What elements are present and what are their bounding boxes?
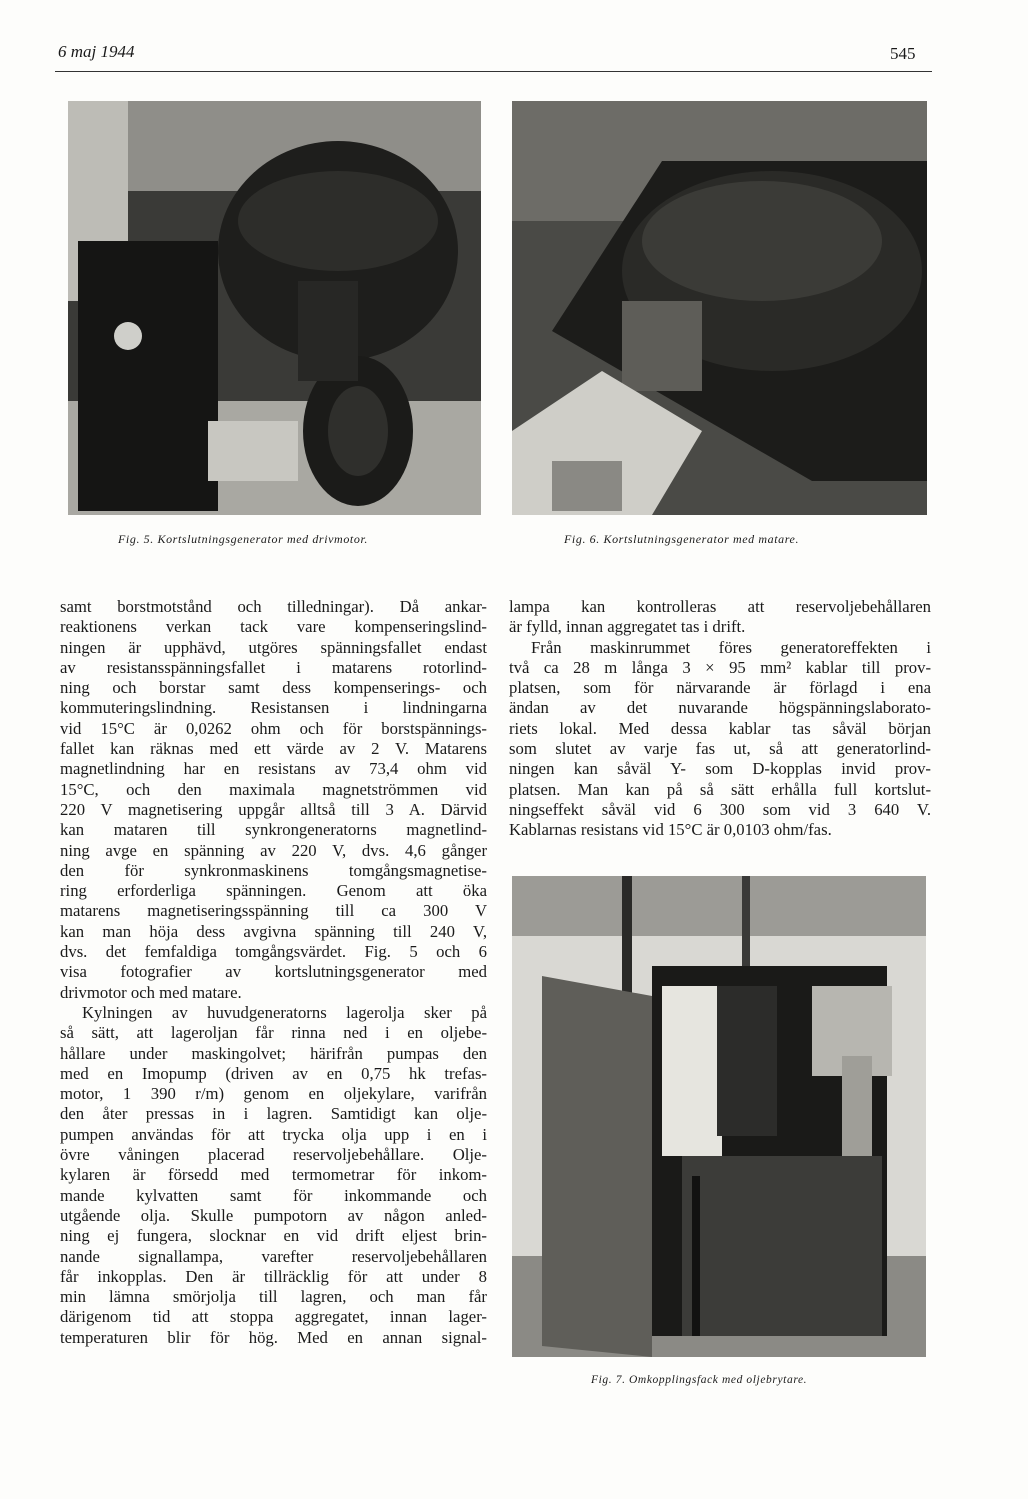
text-line: två ca 28 m långa 3 × 95 mm² kablar till prov- — [509, 657, 931, 677]
text-line: samt borstmotstånd och tilledningar). Då ankar- — [60, 597, 487, 616]
text-line: ningen är upphävd, utgöres spänningsfallet endast — [60, 637, 487, 657]
text-line: magnetlindning har en resistans av 73,4 ohm vid — [60, 759, 487, 779]
text-line: motor, 1 390 r/m) genom en oljekylare, varifrån — [60, 1084, 487, 1104]
text-line: ning ej fungera, slocknar en vid drift eljest brin- — [60, 1226, 487, 1246]
header-rule — [55, 71, 932, 72]
text-line: visa fotografier av kortslutningsgenerator med — [60, 962, 487, 982]
text-line: Kylningen av huvudgeneratorns lagerolja sker på — [82, 1002, 487, 1022]
left-column-text — [60, 597, 487, 1348]
figure-7-photo — [512, 876, 926, 1357]
text-line: ningseffekt såväl vid 6 300 som vid 3 640 V. — [509, 799, 931, 819]
text-line: övre våningen placerad reservoljebehållare. Olje- — [60, 1145, 487, 1165]
text-line: är fylld, innan aggregatet tas i drift. — [509, 617, 746, 637]
text-line: som slutet av varje fas ut, så att generatorlind- — [509, 739, 931, 759]
text-line: ningen kan såväl Y- som D-kopplas invid prov- — [509, 759, 931, 779]
text-line: pumpen användas för att trycka olja upp i en i — [60, 1124, 487, 1144]
text-line: hållare under maskingolvet; härifrån pumpas den — [60, 1043, 487, 1063]
header-date: 6 maj 1944 — [58, 42, 135, 61]
text-line: av resistansspänningsfallet i matarens rotorlind- — [60, 657, 487, 677]
text-line: ning och borstar samt dess kompenserings- och — [60, 678, 487, 698]
text-line: nande signallampa, varefter reservoljebehållaren — [60, 1246, 487, 1266]
text-line: ning avge en spänning av 220 V, dvs. 4,6 gånger — [60, 840, 487, 860]
page-number: 545 — [890, 44, 916, 63]
figure-5-photo — [68, 101, 481, 515]
text-line: lampa kan kontrolleras att reservoljebehållaren — [509, 597, 931, 616]
text-line: med en Imopump (driven av en 0,75 hk trefas- — [60, 1063, 487, 1083]
figure-6-photo — [512, 101, 927, 515]
text-line: temperaturen blir för hög. Med en annan signal- — [60, 1327, 487, 1347]
text-line: 220 V magnetisering uppgår alltså till 3 A. Därvid — [60, 799, 487, 819]
text-line: fallet kan räknas med ett värde av 2 V. Matarens — [60, 739, 487, 759]
text-line: kylaren är försedd med termometrar för inkom- — [60, 1165, 487, 1185]
text-line: platsen, som för närvarande är förlagd i ena — [509, 678, 931, 698]
figure-5-caption: Fig. 5. Kortslutningsgenerator med drivmotor. — [118, 532, 369, 546]
text-line: matarens magnetiseringsspänning till ca 300 V — [60, 901, 487, 921]
text-line: kommuteringslindning. Resistansen i lindningarna — [60, 698, 487, 718]
text-line: ring erforderliga spänningen. Genom att öka — [60, 881, 487, 901]
text-line: utgående olja. Skulle pumpotorn av någon anled- — [60, 1205, 487, 1225]
right-column-text — [509, 597, 931, 841]
text-line: dvs. det femfaldiga tomgångsvärdet. Fig. 5 och 6 — [60, 942, 487, 962]
text-line: mande kylvatten samt för inkommande och — [60, 1185, 487, 1205]
text-line: min lämna smörjolja till lagren, och man får — [60, 1287, 487, 1307]
text-line: kan mataren till synkrongeneratorns magnetlind- — [60, 820, 487, 840]
text-line: drivmotor och med matare. — [60, 982, 242, 1002]
text-line: Kablarnas resistans vid 15°C är 0,0103 ohm/fas. — [509, 820, 832, 840]
text-line: riets lokal. Med dessa kablar tas såväl början — [509, 718, 931, 738]
figure-7-caption: Fig. 7. Omkopplingsfack med oljebrytare. — [591, 1374, 808, 1386]
figure-6-caption: Fig. 6. Kortslutningsgenerator med matare. — [564, 532, 800, 546]
text-line: den åter pressas in i lagren. Samtidigt kan olje- — [60, 1104, 487, 1124]
text-line: platsen. Man kan på så sätt erhålla full kortslut- — [509, 779, 931, 799]
text-line: får inkopplas. Den är tillräcklig för att under 8 — [60, 1266, 487, 1286]
text-line: kan man höja dess avgivna spänning till 240 V, — [60, 921, 487, 941]
text-line: därigenom tid att stoppa aggregatet, innan lager- — [60, 1307, 487, 1327]
text-line: vid 15°C är 0,0262 ohm och för borstspännings- — [60, 718, 487, 738]
text-line: ändan av det nuvarande högspänningslaborato- — [509, 698, 931, 718]
text-line: den för synkronmaskinens tomgångsmagnetise- — [60, 860, 487, 880]
text-line: Från maskinrummet föres generatoreffekten i — [531, 637, 931, 657]
text-line: reaktionens verkan tack vare kompenseringslind- — [60, 617, 487, 637]
text-line: 15°C, och den maximala magnetströmmen vid — [60, 779, 487, 799]
text-line: så sätt, att lageroljan får rinna ned i en oljebe- — [60, 1023, 487, 1043]
